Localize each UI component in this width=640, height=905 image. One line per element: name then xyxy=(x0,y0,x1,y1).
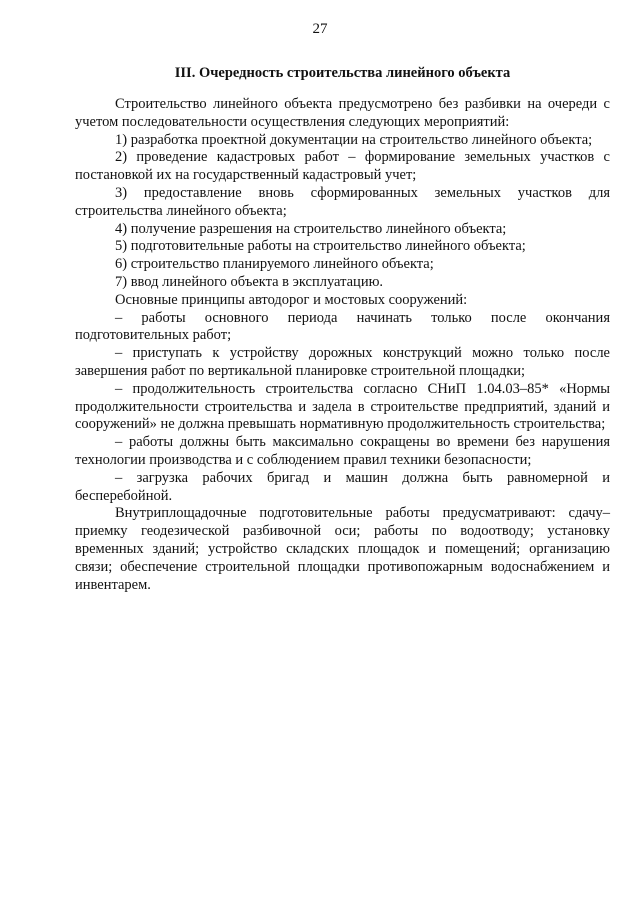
section-title: III. Очередность строительства линейного объекта xyxy=(174,65,511,81)
principles-heading: Основные принципы автодорог и мостовых сооружений: xyxy=(115,291,468,308)
list-item-7: 7) ввод линейного объекта в эксплуатацию. xyxy=(115,273,384,290)
body-text xyxy=(75,96,610,594)
list-item-6: 6) строительство планируемого линейного объекта; xyxy=(115,256,434,273)
principle-item-4: – работы должны быть максимально сокращены во времени без нарушения технологии производства и с соблюдением правил техники безопасности; xyxy=(75,434,610,468)
principle-item-5: – загрузка рабочих бригад и машин должна быть равномерной и бесперебойной. xyxy=(75,469,610,504)
list-item-3: 3) предоставление вновь сформированных земельных участков для строительства линейного объекта; xyxy=(75,184,610,219)
principle-item-3: – продолжительность строительства согласно СНиП 1.04.03–85* «Нормы продолжительности строительства и задела в строительстве предприятий, зданий и сооружений» не должна превышать нормативную продолжительность строительства; xyxy=(75,380,610,433)
list-item-5: 5) подготовительные работы на строительство линейного объекта; xyxy=(115,238,526,255)
list-item-1: 1) разработка проектной документации на строительство линейного объекта; xyxy=(115,131,593,148)
principle-item-1: – работы основного периода начинать только после окончания подготовительных работ; xyxy=(75,309,610,344)
list-item-4: 4) получение разрешения на строительство линейного объекта; xyxy=(115,220,507,237)
principle-item-2: – приступать к устройству дорожных конструкций можно только после завершения работ по вертикальной планировке строительной площадки; xyxy=(75,345,610,379)
paragraph-intro: Строительство линейного объекта предусмотрено без разбивки на очереди с учетом последовательности осуществления следующих мероприятий: xyxy=(75,96,610,130)
page-number: 27 xyxy=(312,21,328,37)
list-item-2: 2) проведение кадастровых работ – формирование земельных участков с постановкой их на государственный кадастровый учет; xyxy=(75,149,610,184)
paragraph-site-works: Внутриплощадочные подготовительные работы предусматривают: сдачу–приемку геодезической разбивочной оси; работы по водоотводу; установку временных зданий; устройство складских площадок и помещений; организацию связи; обеспечение строительной площадки противопожарным водоснабжением и инвентарем. xyxy=(75,505,610,593)
